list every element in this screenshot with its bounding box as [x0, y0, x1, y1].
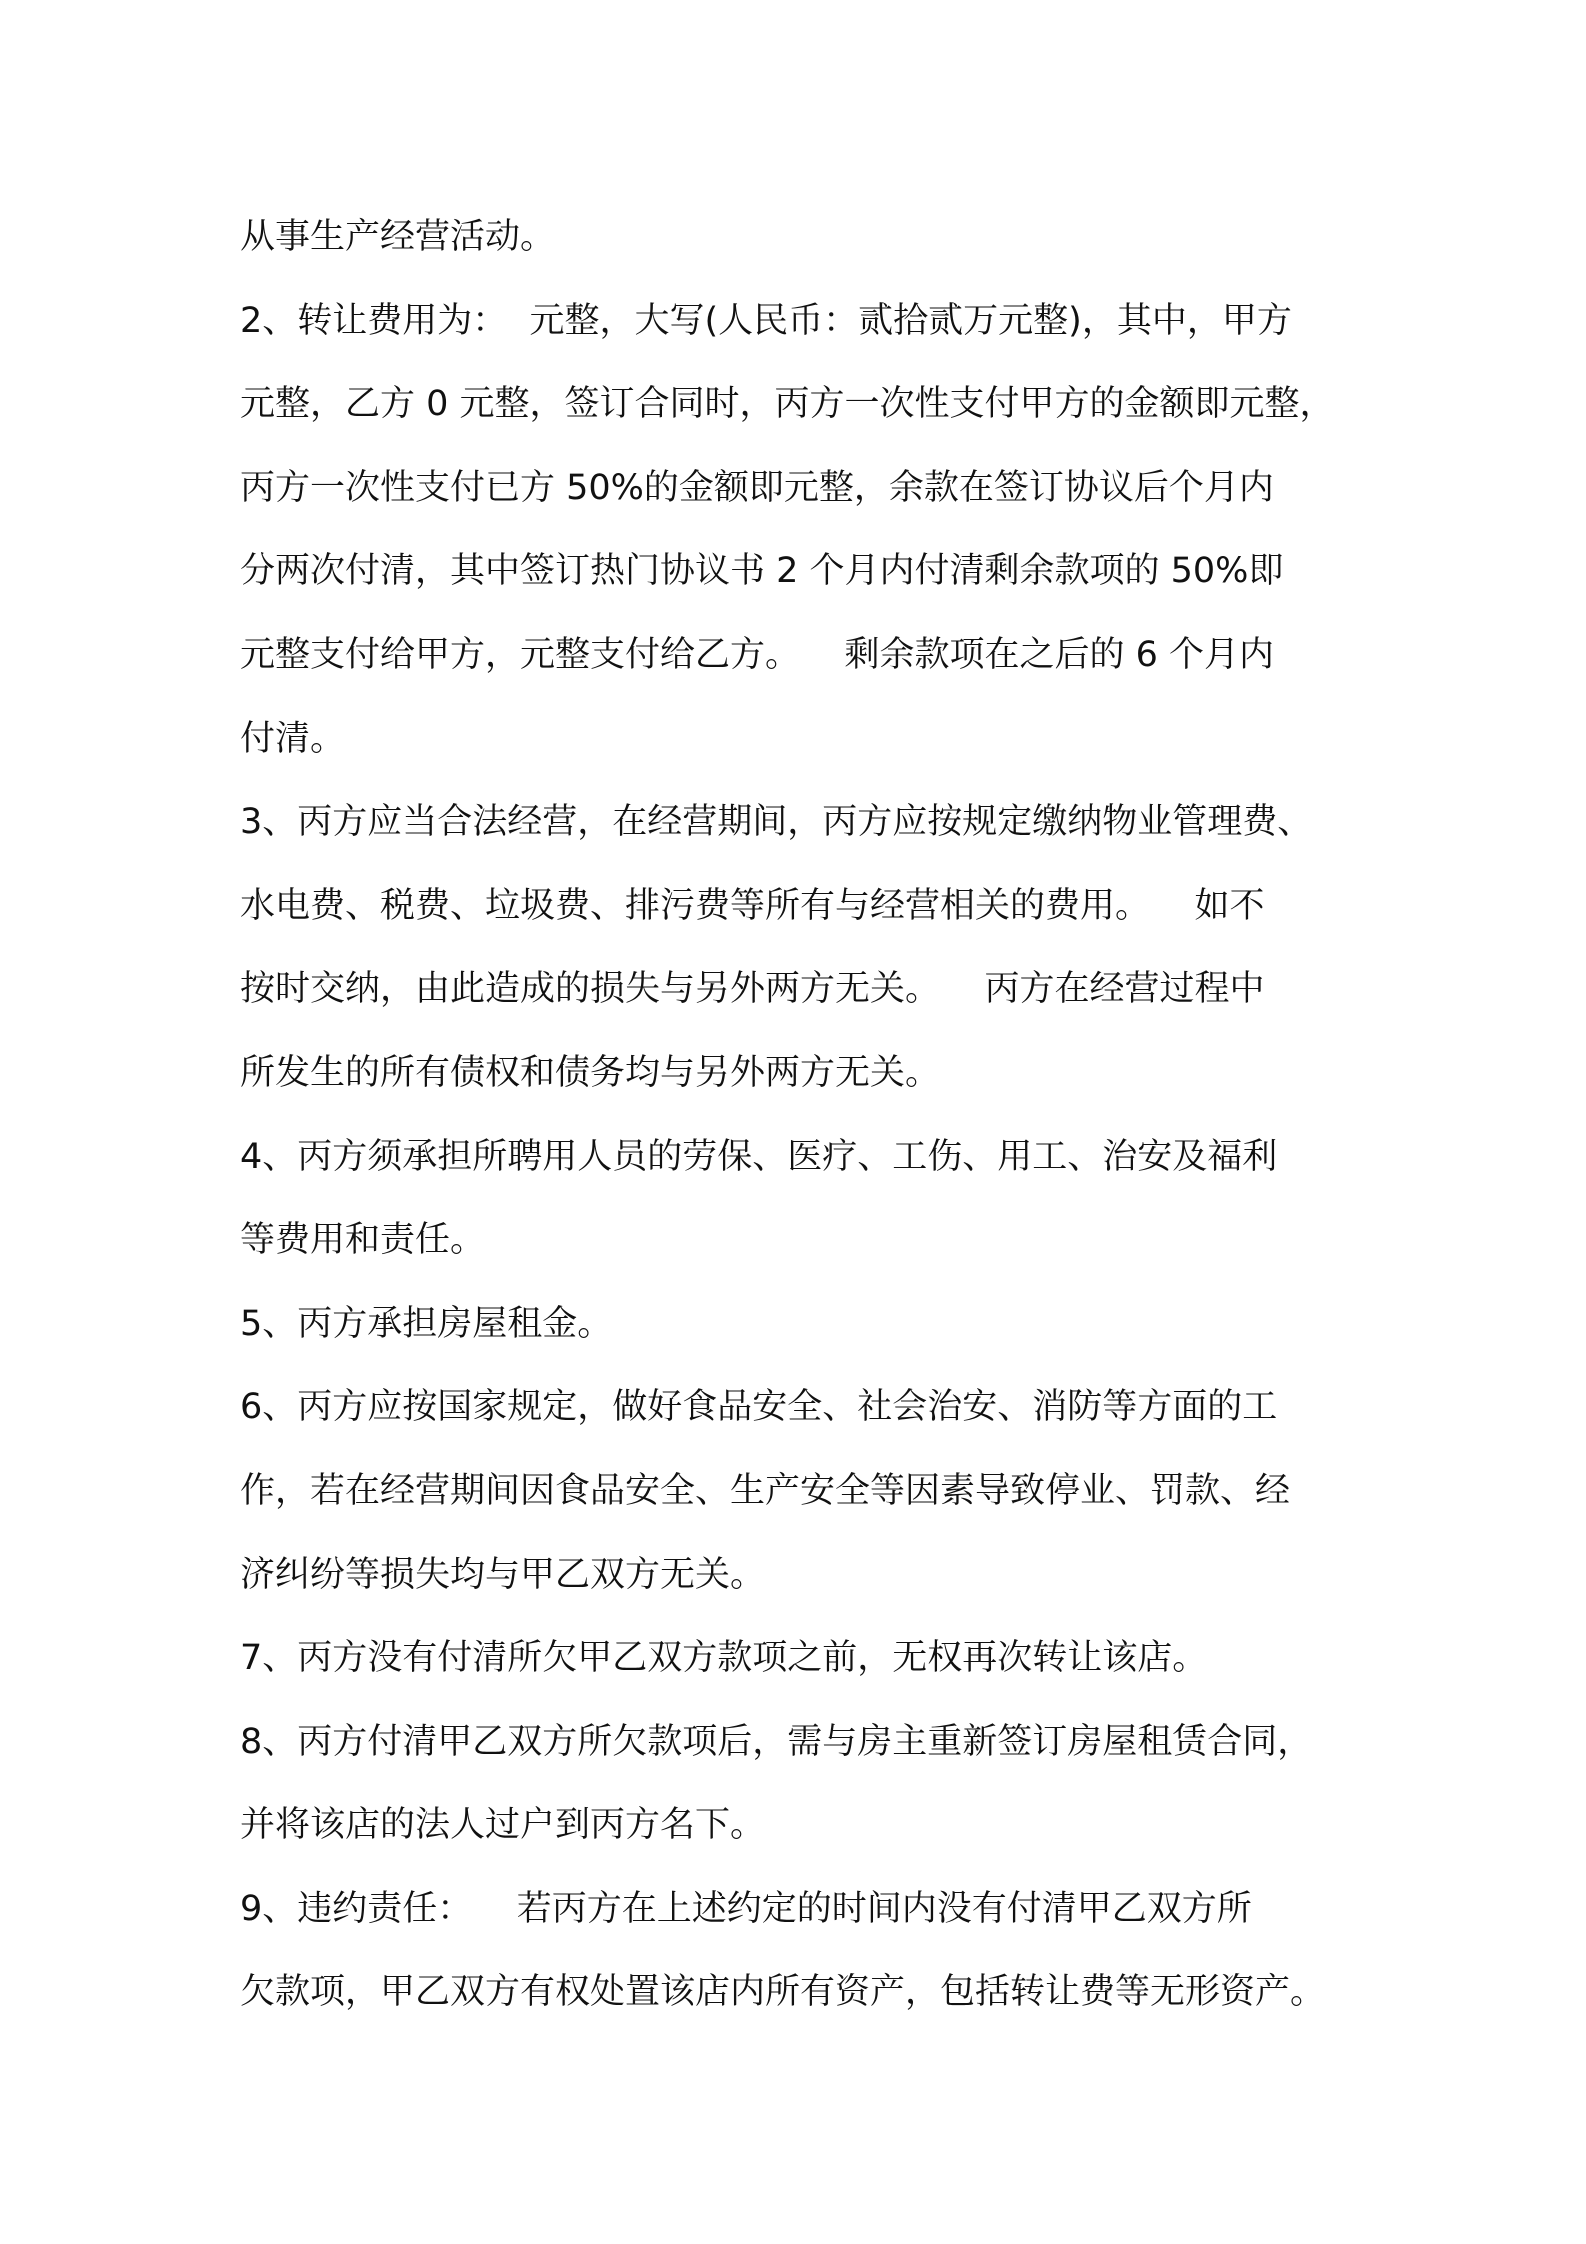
text-line: 8、丙方付清甲乙双方所欠款项后，需与房主重新签订房屋租赁合同， — [240, 1721, 1313, 1762]
text-line: 6、丙方应按国家规定，做好食品安全、社会治安、消防等方面的工 — [240, 1387, 1278, 1428]
text-line: 济纠纷等损失均与甲乙双方无关。 — [240, 1554, 766, 1595]
text-line: 按时交纳，由此造成的损失与另外两方无关。 丙方在经营过程中 — [240, 969, 1265, 1010]
text-line: 元整，乙方 0 元整，签订合同时，丙方一次性支付甲方的金额即元整， — [240, 384, 1335, 425]
text-line: 3、丙方应当合法经营，在经营期间，丙方应按规定缴纳物业管理费、 — [240, 802, 1313, 843]
text-line: 9、违约责任： 若丙方在上述约定的时间内没有付清甲乙双方所 — [240, 1888, 1252, 1929]
text-line: 丙方一次性支付已方 50%的金额即元整，余款在签订协议后个月内 — [240, 467, 1274, 508]
text-line: 从事生产经营活动。 — [240, 217, 556, 257]
text-line: 并将该店的法人过户到丙方名下。 — [240, 1805, 766, 1846]
text-line: 欠款项，甲乙双方有权处置该店内所有资产，包括转让费等无形资产。 — [240, 1972, 1326, 2013]
text-line: 所发生的所有债权和债务均与另外两方无关。 — [240, 1052, 941, 1093]
text-line: 7、丙方没有付清所欠甲乙双方款项之前，无权再次转让该店。 — [240, 1638, 1208, 1679]
text-line: 5、丙方承担房屋租金。 — [240, 1303, 613, 1344]
text-line: 付清。 — [240, 718, 346, 759]
text-line: 元整支付给甲方，元整支付给乙方。 剩余款项在之后的 6 个月内 — [240, 634, 1275, 675]
text-line: 作，若在经营期间因食品安全、生产安全等因素导致停业、罚款、经 — [240, 1470, 1291, 1511]
text-line: 4、丙方须承担所聘用人员的劳保、医疗、工伤、用工、治安及福利 — [240, 1136, 1278, 1177]
text-line: 分两次付清，其中签订热门协议书 2 个月内付清剩余款项的 50%即 — [240, 551, 1284, 592]
text-line: 等费用和责任。 — [240, 1220, 486, 1261]
text-line: 水电费、税费、垃圾费、排污费等所有与经营相关的费用。 如不 — [240, 885, 1265, 926]
document-body — [240, 196, 1370, 2035]
text-line: 2、转让费用为： 元整，大写(人民币：贰拾贰万元整)，其中，甲方 — [240, 300, 1292, 341]
